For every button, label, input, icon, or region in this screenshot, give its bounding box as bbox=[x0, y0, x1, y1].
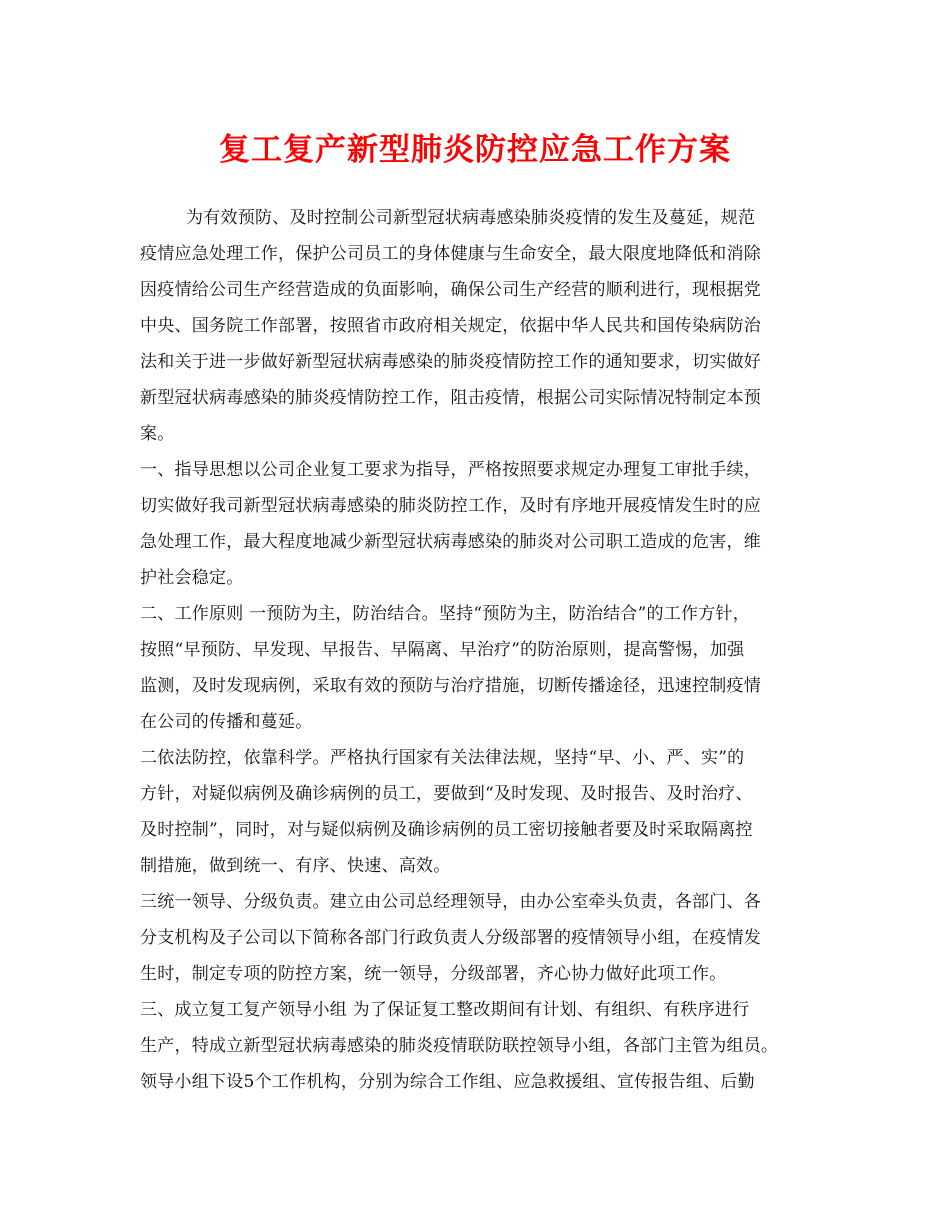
paragraph-line: 及时控制”，同时，对与疑似病例及确诊病例的员工密切接触者要及时采取隔离控 bbox=[140, 820, 753, 840]
paragraph-line: 制措施，做到统一、有序、快速、高效。 bbox=[140, 856, 451, 876]
paragraph-line: 领导小组下设5个工作机构，分别为综合工作组、应急救援组、宣传报告组、后勤 bbox=[140, 1072, 755, 1092]
paragraph-line: 三、成立复工复产领导小组 为了保证复工整改期间有计划、有组织、有秩序进行 bbox=[140, 1000, 750, 1020]
paragraph-line: 一、指导思想以公司企业复工要求为指导，严格按照要求规定办理复工审批手续， bbox=[140, 460, 761, 480]
paragraph-line: 疫情应急处理工作，保护公司员工的身体健康与生命安全，最大限度地降低和消除 bbox=[140, 244, 761, 264]
document-title: 复工复产新型肺炎防控应急工作方案 bbox=[219, 132, 731, 168]
paragraph-line: 监测，及时发现病例，采取有效的预防与治疗措施，切断传播途径，迅速控制疫情 bbox=[140, 676, 761, 696]
paragraph-line: 在公司的传播和蔓延。 bbox=[140, 712, 313, 732]
paragraph-line: 为有效预防、及时控制公司新型冠状病毒感染肺炎疫情的发生及蔓延，规范 bbox=[186, 208, 756, 228]
paragraph-line: 三统一领导、分级负责。建立由公司总经理领导，由办公室牵头负责，各部门、各 bbox=[140, 892, 761, 912]
paragraph-line: 护社会稳定。 bbox=[140, 568, 244, 588]
paragraph-line: 二依法防控，依靠科学。严格执行国家有关法律法规，坚持“早、小、严、实”的 bbox=[140, 748, 745, 768]
paragraph-line: 生产，特成立新型冠状病毒感染的肺炎疫情联防联控领导小组，各部门主管为组员。 bbox=[140, 1036, 779, 1056]
paragraph-line: 分支机构及子公司以下简称各部门行政负责人分级部署的疫情领导小组，在疫情发 bbox=[140, 928, 761, 948]
paragraph-line: 按照“早预防、早发现、早报告、早隔离、早治疗”的防治原则，提高警惕，加强 bbox=[140, 640, 745, 660]
paragraph-line: 因疫情给公司生产经营造成的负面影响，确保公司生产经营的顺利进行，现根据党 bbox=[140, 280, 761, 300]
paragraph-line: 生时，制定专项的防控方案，统一领导，分级部署，齐心协力做好此项工作。 bbox=[140, 964, 727, 984]
paragraph-line: 切实做好我司新型冠状病毒感染的肺炎防控工作，及时有序地开展疫情发生时的应 bbox=[140, 496, 761, 516]
paragraph-line: 二、工作原则 一预防为主，防治结合。坚持“预防为主，防治结合”的工作方针， bbox=[140, 604, 751, 624]
paragraph-line: 急处理工作，最大程度地减少新型冠状病毒感染的肺炎对公司职工造成的危害，维 bbox=[140, 532, 761, 552]
paragraph-line: 案。 bbox=[140, 424, 175, 444]
paragraph-line: 新型冠状病毒感染的肺炎疫情防控工作，阻击疫情，根据公司实际情况特制定本预 bbox=[140, 388, 761, 408]
paragraph-line: 方针，对疑似病例及确诊病例的员工，要做到“及时发现、及时报告、及时治疗、 bbox=[140, 784, 753, 804]
paragraph-line: 法和关于进一步做好新型冠状病毒感染的肺炎疫情防控工作的通知要求，切实做好 bbox=[140, 352, 761, 372]
paragraph-line: 中央、国务院工作部署，按照省市政府相关规定，依据中华人民共和国传染病防治 bbox=[140, 316, 761, 336]
